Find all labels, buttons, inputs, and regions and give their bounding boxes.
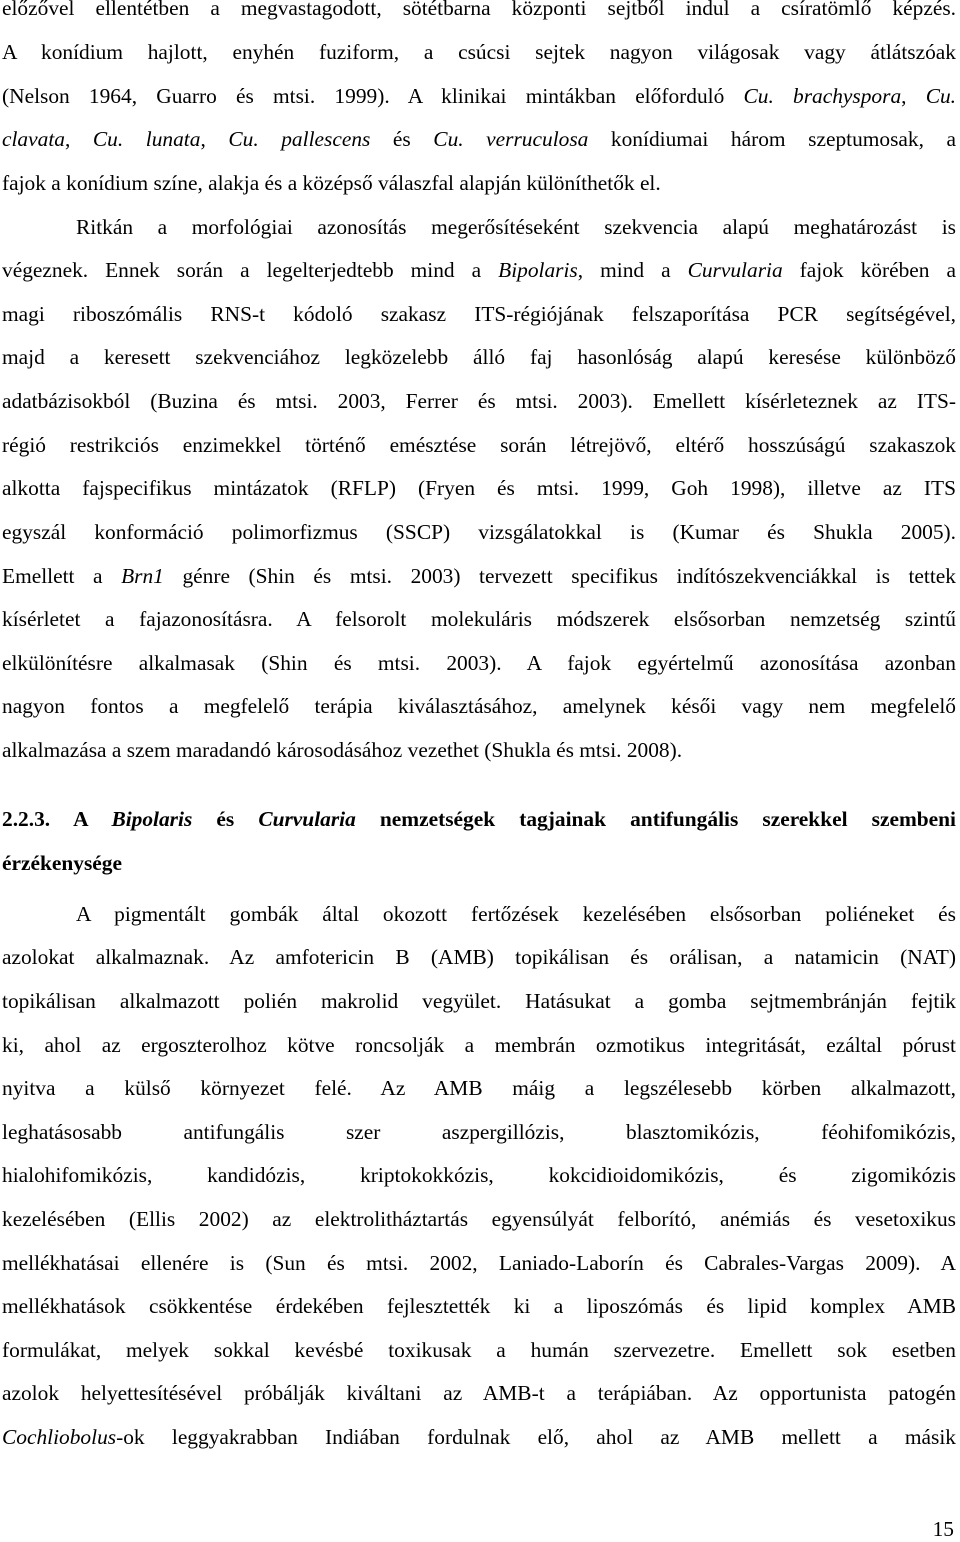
text-line: adatbázisokból (Buzina és mtsi. 2003, Ferrer és mtsi. 2003). Emellett kísérleteznek az ITS- bbox=[2, 389, 956, 413]
text-line: fajok a konídium színe, alakja és a középső válaszfal alapján különíthetők el. bbox=[2, 171, 661, 195]
text-line: előzővel ellentétben a megvastagodott, sötétbarna központi sejtből indul a csíratömlő képzés. bbox=[2, 0, 956, 20]
text-line: kísérletet a fajazonosításra. A felsorolt molekuláris módszerek elsősorban nemzetség szintű bbox=[2, 607, 956, 631]
text-line: formulákat, melyek sokkal kevésbé toxikusak a humán szervezetre. Emellett sok esetben bbox=[2, 1338, 956, 1362]
text-line: A konídium hajlott, enyhén fuziform, a csúcsi sejtek nagyon világosak vagy átlátszóak bbox=[2, 40, 956, 64]
text-line: egyszál konformáció polimorfizmus (SSCP) vizsgálatokkal is (Kumar és Shukla 2005). bbox=[2, 520, 956, 544]
section-heading: 2.2.3. A Bipolaris és Curvularia nemzetségek tagjainak antifungális szerekkel szembeni bbox=[2, 807, 956, 831]
section-heading-line-2: érzékenysége bbox=[2, 851, 122, 875]
text-line: kezelésében (Ellis 2002) az elektrolitháztartás egyensúlyát felborító, anémiás és vesetoxikus bbox=[2, 1207, 956, 1231]
text-line: alkalmazása a szem maradandó károsodásához vezethet (Shukla és mtsi. 2008). bbox=[2, 738, 683, 762]
text-line: hialohifomikózis, kandidózis, kriptokokkózis, kokcidioidomikózis, és zigomikózis bbox=[2, 1163, 956, 1187]
text-line: leghatásosabb antifungális szer aszpergillózis, blasztomikózis, féohifomikózis, bbox=[2, 1120, 956, 1144]
text-line: azolokat alkalmaznak. Az amfotericin B (AMB) topikálisan és orálisan, a natamicin (NAT) bbox=[2, 945, 956, 969]
text-line: nagyon fontos a megfelelő terápia kiválasztásához, amelynek késői vagy nem megfelelő bbox=[2, 694, 956, 718]
text-line: régió restrikciós enzimekkel történő emésztése során létrejövő, eltérő hosszúságú szakaszok bbox=[2, 433, 956, 457]
text-line: alkotta fajspecifikus mintázatok (RFLP) (Fryen és mtsi. 1999, Goh 1998), illetve az ITS bbox=[2, 476, 956, 500]
text-line: Emellett a Brn1 génre (Shin és mtsi. 2003) tervezett specifikus indítószekvenciákkal is tettek bbox=[2, 564, 956, 588]
text-line: Ritkán a morfológiai azonosítás megerősítéseként szekvencia alapú meghatározást is bbox=[76, 215, 956, 239]
text-line: Cochliobolus-ok leggyakrabban Indiában fordulnak elő, ahol az AMB mellett a másik bbox=[2, 1425, 956, 1449]
text-line: majd a keresett szekvenciához legközelebb álló faj hasonlóság alapú keresése különböző bbox=[2, 345, 956, 369]
text-line: clavata, Cu. lunata, Cu. pallescens és Cu. verruculosa konídiumai három szeptumosak, a bbox=[2, 127, 957, 151]
text-line: elkülönítésre alkalmasak (Shin és mtsi. 2003). A fajok egyértelmű azonosítása azonban bbox=[2, 651, 956, 675]
text-line: topikálisan alkalmazott polién makrolid vegyület. Hatásukat a gomba sejtmembránján fejtik bbox=[2, 989, 956, 1013]
text-line: ki, ahol az ergoszterolhoz kötve roncsolják a membrán ozmotikus integritását, ezáltal pórust bbox=[2, 1033, 956, 1057]
text-line: (Nelson 1964, Guarro és mtsi. 1999). A klinikai mintákban előforduló Cu. brachyspora, Cu. bbox=[2, 84, 956, 108]
text-line: azolok helyettesítésével próbálják kiváltani az AMB-t a terápiában. Az opportunista patogén bbox=[2, 1381, 956, 1405]
page-number: 15 bbox=[932, 1517, 954, 1541]
text-line: mellékhatásai ellenére is (Sun és mtsi. 2002, Laniado-Laborín és Cabrales-Vargas 2009). A bbox=[2, 1251, 956, 1275]
text-line: nyitva a külső környezet felé. Az AMB máig a legszélesebb körben alkalmazott, bbox=[2, 1076, 956, 1100]
text-line: végeznek. Ennek során a legelterjedtebb mind a Bipolaris, mind a Curvularia fajok körében a bbox=[2, 258, 956, 282]
text-line: A pigmentált gombák által okozott fertőzések kezelésében elsősorban poliéneket és bbox=[76, 902, 956, 926]
text-line: magi riboszómális RNS-t kódoló szakasz ITS-régiójának felszaporítása PCR segítségével, bbox=[2, 302, 956, 326]
text-line: mellékhatások csökkentése érdekében fejlesztették ki a liposzómás és lipid komplex AMB bbox=[2, 1294, 956, 1318]
